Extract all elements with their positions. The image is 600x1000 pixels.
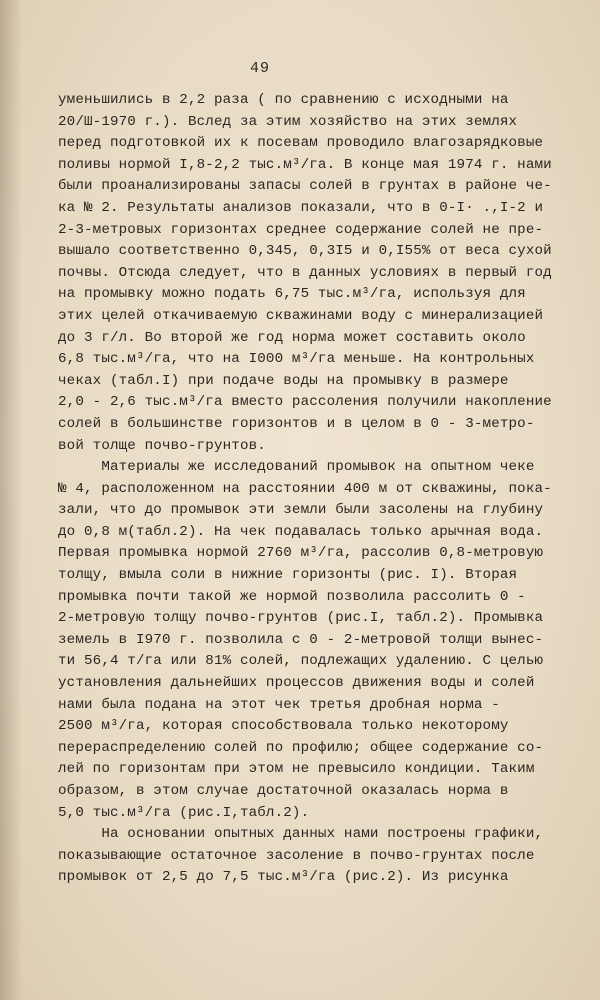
page-number: 49 [250, 60, 271, 77]
text-line: № 4, расположенном на расстоянии 400 м от скважины, пока- [58, 480, 552, 497]
text-line: солей в большинстве горизонтов и в целом в 0 - 3-метро- [58, 415, 535, 432]
text-line: зали, что до промывок эти земли были засолены на глубину [58, 502, 544, 519]
text-line: промывок от 2,5 до 7,5 тыс.м³/га (рис.2). Из рисунка [58, 869, 509, 886]
text-line: 20/Ш-1970 г.). Вслед за этим хозяйство на этих землях [58, 113, 518, 130]
text-line: земель в I970 г. позволила с 0 - 2-метровой толщи вынес- [58, 631, 544, 648]
text-line: Первая промывка нормой 2760 м³/га, рассолив 0,8-метровую [58, 545, 544, 562]
text-line: Материалы же исследований промывок на опытном чеке [58, 459, 535, 476]
text-line: На основании опытных данных нами построены графики, [58, 826, 544, 843]
text-line: уменьшились в 2,2 раза ( по сравнению с исходными на [58, 92, 509, 108]
text-line: были проанализированы запасы солей в грунтах в районе че- [58, 178, 552, 195]
text-line: поливы нормой I,8-2,2 тыс.м³/га. В конце мая 1974 г. нами [58, 156, 552, 173]
text-line: 2500 м³/га, которая способствовала только некоторому [58, 718, 509, 735]
text-line: образом, в этом случае достаточной оказалась норма в [58, 783, 509, 799]
text-line: перераспределению солей по профилю; общее содержание со- [58, 739, 544, 756]
text-line: толщу, вмыла соли в нижние горизонты (рис. I). Вторая [58, 567, 518, 584]
text-line: 2,0 - 2,6 тыс.м³/га вместо рассоления получили накопление [58, 394, 552, 411]
text-line: почвы. Отсюда следует, что в данных условиях в первый год [58, 264, 552, 281]
text-line: 6,8 тыс.м³/га, что на I000 м³/га меньше. На контрольных [58, 351, 535, 368]
text-line: вышало соответственно 0,345, 0,3I5 и 0,I55% от веса сухой [58, 243, 552, 260]
body-text [58, 90, 558, 889]
text-line: до 0,8 м(табл.2). На чек подавалась только арычная вода. [58, 523, 544, 540]
text-line: до 3 г/л. Во второй же год норма может составить около [58, 329, 526, 346]
text-line: на промывку можно подать 6,75 тыс.м³/га, используя для [58, 286, 526, 303]
text-line: показывающие остаточное засоление в почво-грунтах после [58, 847, 535, 864]
text-line: 2-метровую толщу почво-грунтов (рис.I, табл.2). Промывка [58, 610, 544, 627]
text-line: чеках (табл.I) при подаче воды на промывку в размере [58, 372, 509, 389]
text-line: нами была подана на этот чек третья дробная норма - [58, 696, 500, 713]
text-line: ти 56,4 т/га или 81% солей, подлежащих удалению. С целью [58, 653, 544, 670]
page-edge-shadow [0, 0, 22, 1000]
text-line: перед подготовкой их к посевам проводило влагозарядковые [58, 135, 544, 152]
text-line: лей по горизонтам при этом не превысило кондиции. Таким [58, 761, 535, 778]
text-line: ка № 2. Результаты анализов показали, что в 0-I· .,I-2 и [58, 199, 544, 216]
text-line: промывка почти такой же нормой позволила рассолить 0 - [58, 588, 526, 605]
text-line: установления дальнейших процессов движения воды и солей [58, 675, 535, 692]
text-line: этих целей откачиваемую скважинами воду с минерализацией [58, 307, 544, 324]
text-line: вой толще почво-грунтов. [58, 437, 266, 454]
text-line: 5,0 тыс.м³/га (рис.I,табл.2). [58, 804, 310, 821]
text-line: 2-3-метровых горизонтах среднее содержание солей не пре- [58, 221, 544, 238]
